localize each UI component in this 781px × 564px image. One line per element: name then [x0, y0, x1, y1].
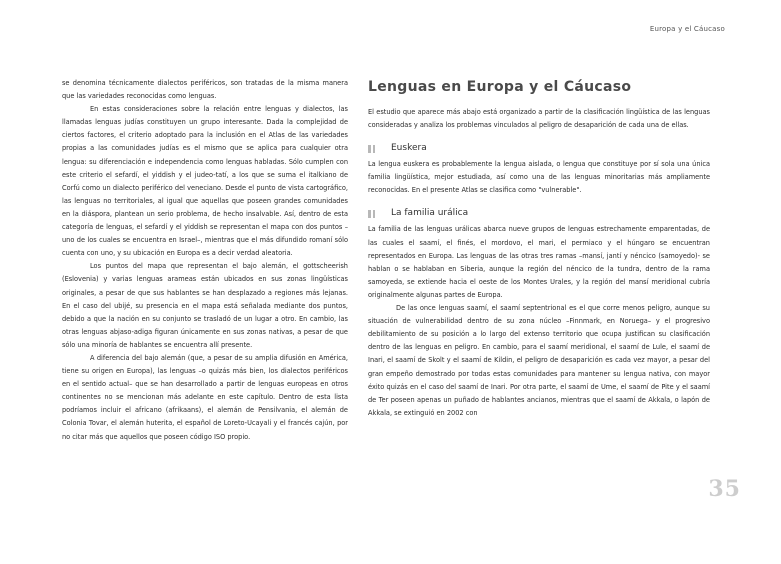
intro-paragraph: El estudio que aparece más abajo está organizado a partir de la clasificación lingüística de las lenguas consideradas y analiza los problemas vinculados al peligro de desaparición de cada una de ellas. — [368, 108, 710, 130]
paragraph: La familia de las lenguas urálicas abarca nueve grupos de lenguas estrechamente emparentadas, de las cuales el saamí, el finés, el mordovo, el mari, el permiaco y el húngaro se encuentran representados en Europa. Las lenguas de las otras tres ramas –mansí, jantí y néncico (samoyedo)- se hablan o se hablaban en Siberia, aunque la región del néncico de la tundra, dentro de la rama samoyeda, se extiende hacia el oeste de los Montes Urales, y la región del mansí meridional cubría originalmente algunas partes de Europa. — [368, 225, 710, 299]
page-number: 35 — [708, 476, 741, 502]
running-header: Europa y el Cáucaso — [649, 25, 725, 33]
paragraph: A diferencia del bajo alemán (que, a pesar de su amplia difusión en América, tiene su origen en Europa), las lenguas –o quizás más bien, los dialectos periféricos en el sentido actual– que se han desarrollado a partir de lenguas europeas en otros continentes no se mencionan más adelante en este capítulo. Dentro de esta lista podríamos incluir el africano (afrikaans), el alemán de Pensilvania, el alemán de Colonia Tovar, el alemán huterita, el español de Loreto-Ucayali y el francés cajún, por no citar más que aquellos que poseen código ISO propio. — [62, 353, 348, 441]
paragraph: se denomina técnicamente dialectos periféricos, son tratadas de la misma manera que las variedades reconocidas como lenguas. — [62, 79, 348, 101]
left-column — [62, 77, 348, 444]
section-heading-label: Euskera — [391, 143, 427, 154]
chapter-title: Lenguas en Europa y el Cáucaso — [368, 79, 632, 95]
section-heading-uralic — [368, 207, 710, 220]
paragraph: La lengua euskera es probablemente la lengua aislada, o lengua que constituye por sí sola una única familia lingüística, mejor estudiada, así como una de las lenguas minoritarias más ampliamente reconocidas. En el presente Atlas se clasifica como "vulnerable". — [368, 160, 710, 195]
section-heading-label: La familia urálica — [391, 208, 469, 219]
section-marker-icon — [368, 210, 375, 218]
section-marker-icon — [368, 145, 375, 153]
paragraph: En estas consideraciones sobre la relación entre lenguas y dialectos, las llamadas lenguas judías constituyen un grupo interesante. Dada la complejidad de ciertos factores, el criterio adoptado para la inclusión en el Atlas de las variedades propias a las comunidades judías es el mismo que se aplica para cualquier otra lengua: su diferenciación e independencia como lenguas habladas. Sólo cumplen con este criterio el sefardí, el yiddish y el judeo-tatí, a los que se suma el italkiano de Corfú como un dialecto periférico del veneciano. Desde el punto de vista cartográfico, las lenguas no territoriales, al igual que aquellas que poseen grandes comunidades en la diáspora, plantean un serio problema, de hecho insalvable. Así, dentro de esta categoría de lenguas, el sefardí y el yiddish se representan el mapa con dos puntos –uno de los cuales se encuentra en Israel–, mientras que el más difundido romaní sólo cuenta con uno, y su ubicación en Europa es a decir verdad aleatoria. — [62, 105, 348, 258]
section-heading-euskera — [368, 142, 710, 155]
paragraph: De las once lenguas saamí, el saamí septentrional es el que corre menos peligro, aunque su situación de vulnerabilidad dentro de su zona núcleo –Finnmark, en Noruega– y el progresivo debilitamiento de su posición a lo largo del extenso territorio que ocupa justifican su clasificación dentro de las lenguas en peligro. En cambio, para el saamí meridional, el saamí de Lule, el saamí de Inari, el saamí de Skolt y el saamí de Kildin, el peligro de desaparición es cada vez mayor, a pesar del gran empeño demostrado por todas estas comunidades para mantener su lengua nativa, con mayor éxito quizás en el caso del saamí de Inari. Por otra parte, el saamí de Ume, el saamí de Pite y el saamí de Ter poseen apenas un puñado de hablantes ancianos, mientras que el saamí de Akkala, o lapón de Akkala, se extinguió en 2002 con — [368, 304, 710, 417]
right-column — [368, 77, 710, 420]
paragraph: Los puntos del mapa que representan el bajo alemán, el gottscheerish (Eslovenia) y varias lenguas arameas están ubicados en sus zonas lingüísticas originales, a pesar de que sus hablantes se han desplazado a regiones más lejanas. En el caso del ubijé, su presencia en el mapa está señalada mediante dos puntos, debido a que la nación en su conjunto se trasladó de un lugar a otro. En cambio, las otras lenguas abjaso-adiga figuran únicamente en sus zonas nativas, a pesar de que sólo una minoría de hablantes se encuentra allí presente. — [62, 262, 348, 349]
